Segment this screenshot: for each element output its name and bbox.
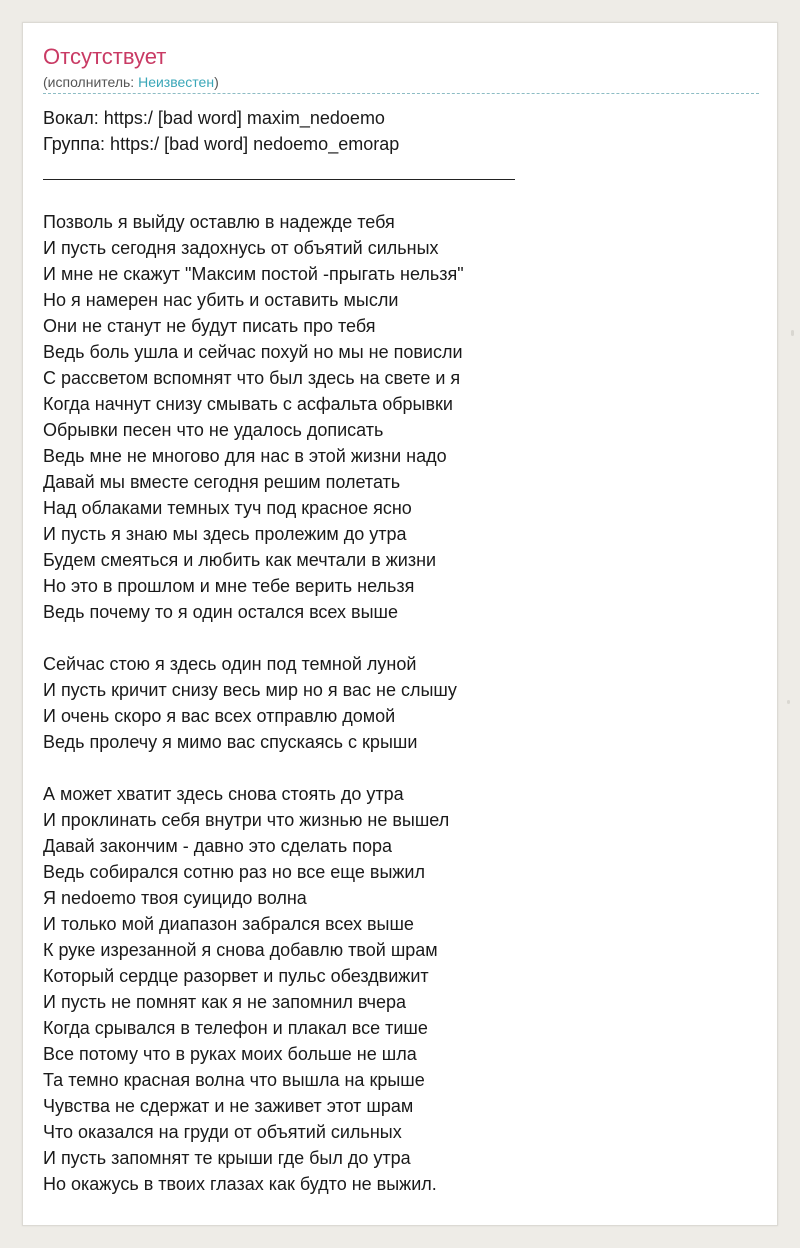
lyric-line: Будем смеяться и любить как мечтали в жизни bbox=[43, 550, 437, 570]
lyric-line: К руке изрезанной я снова добавлю твой шрам bbox=[43, 940, 438, 960]
lyric-line: И мне не скажут "Максим постой -прыгать нельзя" bbox=[43, 264, 464, 284]
credit-line: Вокал: https:/ [bad word] maxim_nedoemo bbox=[43, 108, 385, 128]
lyric-line: И проклинать себя внутри что жизнью не вышел bbox=[43, 810, 450, 830]
lyric-line: Все потому что в руках моих больше не шла bbox=[43, 1044, 417, 1064]
credit-line: Группа: https:/ [bad word] nedoemo_emorap bbox=[43, 134, 400, 154]
lyric-line: Но это в прошлом и мне тебе верить нельзя bbox=[43, 576, 415, 596]
lyrics-card bbox=[22, 22, 778, 1226]
lyrics-body bbox=[43, 105, 759, 1197]
stanza-break bbox=[43, 183, 759, 209]
lyric-line: И пусть не помнят как я не запомнил вчера bbox=[43, 992, 407, 1012]
song-title: Отсутствует bbox=[43, 44, 167, 69]
lyric-line: И пусть запомнят те крыши где был до утра bbox=[43, 1148, 411, 1168]
verses-container bbox=[43, 183, 759, 1197]
lyric-line: Давай мы вместе сегодня решим полетать bbox=[43, 472, 401, 492]
stanza-break bbox=[43, 755, 759, 781]
lyric-line: Ведь почему то я один остался всех выше bbox=[43, 602, 398, 622]
lyric-line: Они не станут не будут писать про тебя bbox=[43, 316, 376, 336]
byline-suffix: ) bbox=[214, 74, 219, 90]
lyric-line: Когда начнут снизу смывать с асфальта обрывки bbox=[43, 394, 453, 414]
lyric-line: Что оказался на груди от объятий сильных bbox=[43, 1122, 402, 1142]
lyric-line: Над облаками темных туч под красное ясно bbox=[43, 498, 412, 518]
lyric-line: Ведь собирался сотню раз но все еще выжил bbox=[43, 862, 425, 882]
lyric-line: Давай закончим - давно это сделать пора bbox=[43, 836, 393, 856]
lyric-line: Чувства не сдержат и не заживет этот шрам bbox=[43, 1096, 414, 1116]
byline-prefix: (исполнитель: bbox=[43, 74, 139, 90]
lyric-line: С рассветом вспомнят что был здесь на свете и я bbox=[43, 368, 461, 388]
lyric-line: Который сердце разорвет и пульс обездвижит bbox=[43, 966, 429, 986]
lyric-line: Обрывки песен что не удалось дописать bbox=[43, 420, 384, 440]
title-divider bbox=[43, 93, 759, 94]
lyric-line: И пусть я знаю мы здесь пролежим до утра bbox=[43, 524, 407, 544]
lyric-line: Ведь мне не многово для нас в этой жизни надо bbox=[43, 446, 447, 466]
lyric-line: И пусть сегодня задохнусь от объятий сильных bbox=[43, 238, 439, 258]
lyric-line: Сейчас стою я здесь один под темной луной bbox=[43, 654, 417, 674]
lyric-line: Ведь пролечу я мимо вас спускаясь с крыши bbox=[43, 732, 418, 752]
artist-byline bbox=[43, 73, 219, 91]
lyric-line: Та темно красная волна что вышла на крыше bbox=[43, 1070, 425, 1090]
lyric-line: Но окажусь в твоих глазах как будто не выжил. bbox=[43, 1174, 437, 1194]
lyric-line: Но я намерен нас убить и оставить мысли bbox=[43, 290, 399, 310]
stanza-break bbox=[43, 625, 759, 651]
lyric-line: И пусть кричит снизу весь мир но я вас не слышу bbox=[43, 680, 457, 700]
lyric-line: Позволь я выйду оставлю в надежде тебя bbox=[43, 212, 395, 232]
background-speck bbox=[791, 330, 794, 336]
background-speck bbox=[787, 700, 790, 704]
lyric-line: Ведь боль ушла и сейчас похуй но мы не повисли bbox=[43, 342, 463, 362]
lyric-line: И только мой диапазон забрался всех выше bbox=[43, 914, 414, 934]
artist-link[interactable]: Неизвестен bbox=[138, 74, 215, 90]
lyric-line: Я nedoemo твоя суицидо волна bbox=[43, 888, 307, 908]
lyric-line: А может хватит здесь снова стоять до утра bbox=[43, 784, 404, 804]
lyric-line: Когда срывался в телефон и плакал все тише bbox=[43, 1018, 428, 1038]
lyric-line: И очень скоро я вас всех отправлю домой bbox=[43, 706, 396, 726]
